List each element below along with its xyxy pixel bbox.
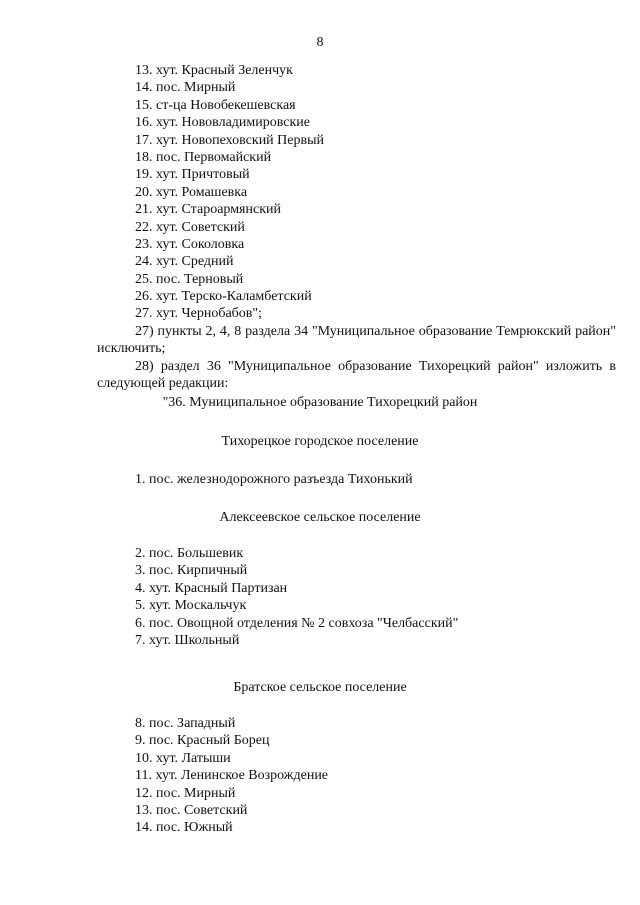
settlement-list (0, 545, 640, 649)
list-item: 9. пос. Красный Борец (135, 733, 270, 749)
settlement-heading: Братское сельское поселение (233, 680, 407, 695)
section-title: "36. Муниципальное образование Тихорецкий район (162, 395, 478, 410)
settlement-list (0, 471, 640, 488)
list-item: 22. хут. Советский (135, 219, 245, 235)
list-item: 4. хут. Красный Партизан (135, 580, 288, 596)
list-item: 1. пос. железнодорожного разъезда Тихонький (135, 472, 413, 487)
list-item: 23. хут. Соколовка (135, 236, 245, 252)
locality-list-top (0, 62, 640, 323)
settlement-list (0, 715, 640, 837)
list-item: 13. пос. Советский (135, 802, 248, 818)
list-item: 20. хут. Ромашевка (135, 184, 248, 200)
list-item: 7. хут. Школьный (135, 632, 240, 648)
list-item: 27. хут. Чернобабов"; (135, 306, 263, 322)
list-item: 24. хут. Средний (135, 254, 234, 270)
list-item: 11. хут. Ленинское Возрождение (135, 768, 329, 784)
list-item: 10. хут. Латыши (135, 750, 231, 766)
list-item: 26. хут. Терско-Каламбетский (135, 289, 312, 305)
list-item: 15. ст-ца Новобекешевская (135, 97, 296, 113)
list-item: 12. пос. Мирный (135, 785, 236, 801)
list-item: 14. пос. Мирный (135, 80, 236, 96)
settlement-heading: Тихорецкое городское поселение (221, 434, 419, 449)
paragraph-27: 27) пункты 2, 4, 8 раздела 34 "Муниципальное образование Темрюкский район" исключить; (97, 324, 616, 357)
list-item: 8. пос. Западный (135, 716, 236, 731)
list-item: 13. хут. Красный Зеленчук (135, 63, 293, 78)
list-item: 25. пос. Терновый (135, 271, 244, 287)
list-item: 18. пос. Первомайский (135, 149, 272, 165)
list-item: 6. пос. Овощной отделения № 2 совхоза "Челбасский" (135, 615, 459, 631)
list-item: 14. пос. Южный (135, 820, 233, 836)
list-item: 17. хут. Новопеховский Первый (135, 132, 325, 148)
list-item: 19. хут. Причтовый (135, 167, 250, 183)
list-item: 5. хут. Москальчук (135, 598, 247, 614)
paragraph-28: 28) раздел 36 "Муниципальное образование Тихорецкий район" изложить в следующей редакции: (97, 359, 616, 392)
list-item: 3. пос. Кирпичный (135, 563, 248, 579)
list-item: 21. хут. Староармянский (135, 202, 281, 218)
settlement-heading: Алексеевское сельское поселение (219, 510, 421, 525)
list-item: 2. пос. Большевик (135, 546, 244, 561)
page-number: 8 (316, 35, 324, 50)
list-item: 16. хут. Нововладимировские (135, 115, 310, 131)
